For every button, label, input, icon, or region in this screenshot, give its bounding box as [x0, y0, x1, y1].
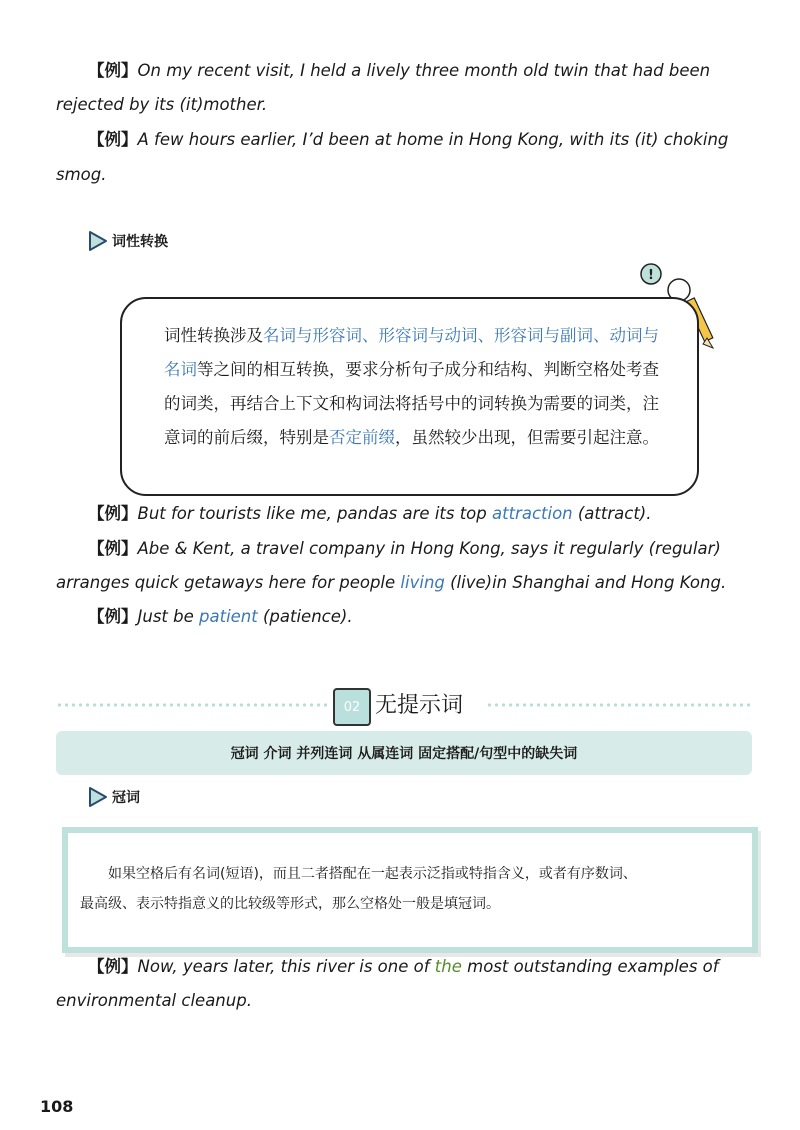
example-6-line-1: 【例】Now, years later, this river is one of the most outstanding examples of	[88, 957, 719, 976]
dotted-divider-left	[56, 703, 328, 707]
section-heading-pos-conversion: 词性转换	[88, 230, 168, 252]
svg-text:!: !	[648, 268, 654, 283]
example-4-line-2: arranges quick getaways here for people living (live)in Shanghai and Hong Kong.	[56, 573, 727, 592]
category-banner: 冠词 介词 并列连词 从属连词 固定搭配/句型中的缺失词	[56, 731, 752, 775]
example-2-line-1: 【例】A few hours earlier, I’d been at home in Hong Kong, with its (it) choking	[88, 130, 729, 149]
section-heading-articles: 冠词	[88, 786, 140, 808]
dotted-divider-right	[486, 703, 752, 707]
triangle-marker-icon	[88, 230, 108, 252]
section-title: 无提示词	[375, 693, 464, 718]
note-text: 词性转换涉及名词与形容词、形容词与动词、形容词与副词、动词与名词等之间的相互转换，要求分析句子成分和结构、判断空格处考查的词类，再结合上下文和构词法将括号中的词转换为需要的词类，注意词的前后缀，特别是否定前缀，虽然较少出现，但需要引起注意。	[164, 326, 659, 447]
section-number-badge: 02	[333, 688, 371, 726]
example-5: 【例】Just be patient (patience).	[88, 607, 353, 626]
example-1-line-2: rejected by its (it)mother.	[56, 95, 268, 114]
rule-text: 如果空格后有名词(短语)，而且二者搭配在一起表示泛指或特指含义，或者有序数词、 最高级、表示特指意义的比较级等形式，那么空格处一般是填冠词。	[80, 866, 637, 912]
example-3: 【例】But for tourists like me, pandas are its top attraction (attract).	[88, 504, 652, 523]
example-6-line-2: environmental cleanup.	[56, 991, 252, 1010]
note-box	[120, 297, 699, 496]
example-4-line-1: 【例】Abe & Kent, a travel company in Hong Kong, says it regularly (regular)	[88, 539, 721, 558]
example-1-line-1: 【例】On my recent visit, I held a lively three month old twin that had been	[88, 61, 711, 80]
page-number: 108	[40, 1097, 74, 1116]
triangle-marker-icon	[88, 786, 108, 808]
example-2-line-2: smog.	[56, 165, 107, 184]
rule-box	[62, 827, 758, 953]
